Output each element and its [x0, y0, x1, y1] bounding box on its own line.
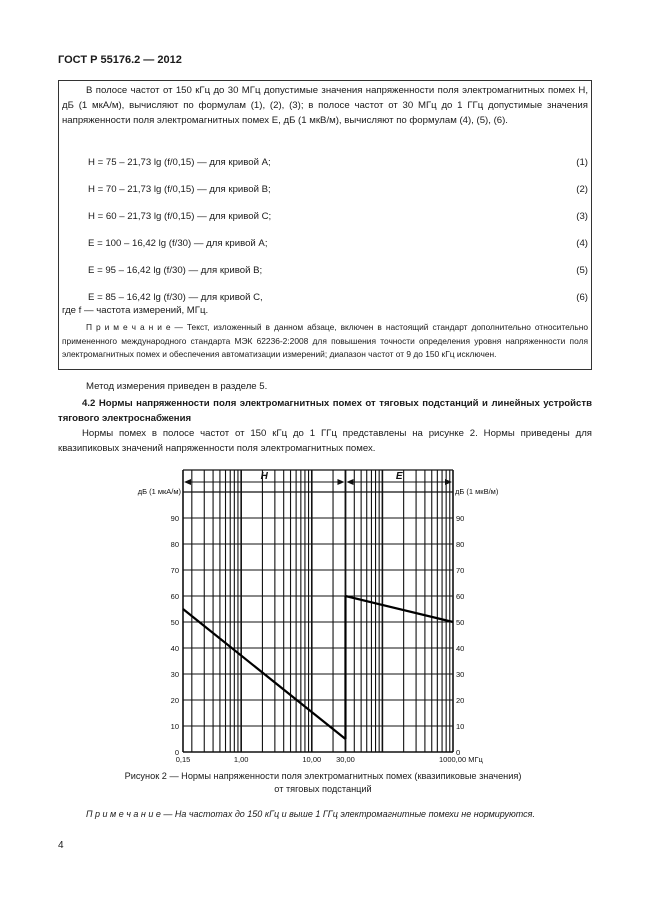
formula-2-number: (2) — [576, 184, 588, 195]
bottom-note-label: П р и м е ч а н и е — [86, 809, 161, 819]
formula-3: H = 60 – 21,73 lg (f/0,15) — для кривой C; — [88, 211, 272, 222]
y-tick-label-left: 90 — [170, 514, 179, 523]
page-number: 4 — [58, 840, 64, 851]
method-line: Метод измерения приведен в разделе 5. — [86, 381, 268, 392]
box-paragraph: В полосе частот от 150 кГц до 30 МГц допустимые значения напряженности поля электромагнитных помех H, дБ (1 мкА/м), вычисляют по формулам (1), (2), (3); в полосе частот от 30 МГц до 1 ГГц допустимые значения напряженности поля электромагнитных помех E, дБ (1 мкВ/м), вычисляют по формулам (4), (5), (6). — [62, 85, 588, 126]
y-tick-label-left: 0 — [174, 748, 179, 757]
x-tick-label: 0,15 — [175, 755, 191, 764]
formula-1: H = 75 – 21,73 lg (f/0,15) — для кривой A; — [88, 157, 271, 168]
x-tick-label: 10,00 — [302, 755, 322, 764]
formula-2: H = 70 – 21,73 lg (f/0,15) — для кривой B; — [88, 184, 271, 195]
formula-4-number: (4) — [576, 238, 588, 249]
norms-paragraph: Нормы помех в полосе частот от 150 кГц до 1 ГГц представлены на рисунке 2. Нормы приведены для квазипиковых значений напряженности поля электромагнитных помех. — [58, 428, 592, 454]
formula-5: E = 95 – 16,42 lg (f/30) — для кривой B; — [88, 265, 263, 276]
band-e-arrow-head-left — [346, 479, 353, 485]
y-tick-label-left: 50 — [170, 618, 179, 627]
y-tick-label-left: 10 — [170, 722, 179, 731]
x-tick-label: 1000,00 МГц — [439, 755, 483, 764]
y-tick-label-right: 40 — [456, 644, 465, 653]
y-tick-label-left: 80 — [170, 540, 179, 549]
bottom-note-text: — На частотах до 150 кГц и выше 1 ГГц электромагнитные помехи не нормируются. — [160, 809, 535, 819]
y-tick-label-right: 10 — [456, 722, 465, 731]
figure-caption-line-1: Рисунок 2 — Нормы напряженности поля электромагнитных помех (квазипиковые значения) — [124, 771, 522, 781]
document-header: ГОСТ Р 55176.2 — 2012 — [58, 54, 182, 66]
band-h-arrow-head-left — [184, 479, 191, 485]
x-tick-label: 1,00 — [233, 755, 249, 764]
y-tick-label-right: 90 — [456, 514, 465, 523]
band-label-h: H — [260, 471, 268, 482]
band-h-arrow-head-right — [337, 479, 344, 485]
y-axis-label-left: дБ (1 мкА/м) — [137, 487, 181, 496]
y-tick-label-right: 50 — [456, 618, 465, 627]
box-note-text: — Текст, изложенный в данном абзаце, включен в настоящий стандарт дополнительно относительно примененного международного стандарта МЭК 62236-2:2008 для повышения точности определения уровня напряженности поля электромагнитных помех и обеспечения автоматизации измерений; диапазон частот от 9 до 150 кГц исключен. — [62, 322, 588, 359]
y-tick-label-left: 30 — [170, 670, 179, 679]
formula-1-number: (1) — [576, 157, 588, 168]
where-line: где f — частота измерений, МГц. — [62, 305, 209, 316]
formula-6-number: (6) — [576, 292, 588, 303]
formula-4: E = 100 – 16,42 lg (f/30) — для кривой A; — [88, 238, 268, 249]
y-tick-label-right: 60 — [456, 592, 465, 601]
formula-5-number: (5) — [576, 265, 588, 276]
y-tick-label-left: 40 — [170, 644, 179, 653]
band-e-arrow-head-right — [445, 479, 452, 485]
y-tick-label-right: 70 — [456, 566, 465, 575]
formula-3-number: (3) — [576, 211, 588, 222]
y-tick-label-right: 20 — [456, 696, 465, 705]
x-tick-label: 30,00 — [336, 755, 355, 764]
band-label-e: E — [395, 471, 403, 482]
y-tick-label-left: 20 — [170, 696, 179, 705]
formula-6: E = 85 – 16,42 lg (f/30) — для кривой C, — [88, 292, 263, 303]
y-tick-label-right: 0 — [456, 748, 461, 757]
box-note-label: П р и м е ч а н и е — [86, 322, 171, 332]
y-tick-label-right: 80 — [456, 540, 465, 549]
y-tick-label-right: 30 — [456, 670, 465, 679]
bottom-note — [86, 808, 535, 822]
y-axis-label-right: дБ (1 мкВ/м) — [455, 487, 499, 496]
section-title: 4.2 Нормы напряженности поля электромагнитных помех от тяговых подстанций и линейных устройств тягового электроснабжения — [58, 398, 592, 424]
y-tick-label-left: 60 — [170, 592, 179, 601]
y-tick-label-left: 70 — [170, 566, 179, 575]
figure-caption-line-2: от тяговых подстанций — [274, 784, 372, 794]
